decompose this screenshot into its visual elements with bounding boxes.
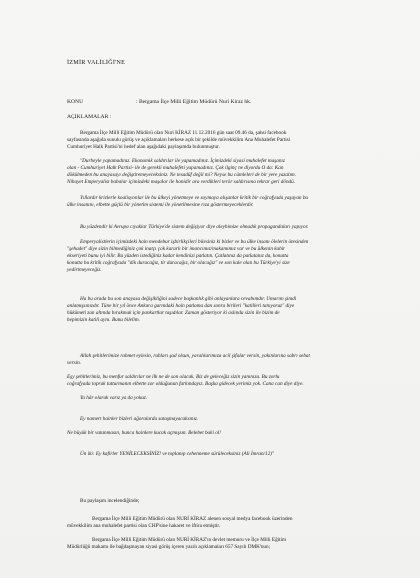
quote3: Bu yüzdendir ki Avrupa cıyaklar Türkiye'de sistem değişiyor diye aleyhimize olmadık propagandaları yapıyor. — [80, 224, 309, 230]
quote6-line2: versin. — [67, 360, 81, 366]
quote1-line4: Nihayet Emperyalist babalar içimizdeki maşalar ile hanidir ara verdikleri terör saldırısına tekrar geri döndü. — [67, 179, 296, 185]
para3-line1: Bergama İlçe Milli Eğitim Müdürü olan NURİ KİRAZ'ın devlet memuru ve İlçe Milli Eğitim — [92, 537, 287, 543]
para2-line1: Bergama İlçe Milli Eğitim Müdürü olan NURİ KİRAZ alenen sosyal medya facebook üzerinden — [92, 516, 293, 522]
quote1-line2: olan - Cumhuriyet Halk Partisi- ile de gerekli muhalefeti yapamadınız. Çok ilginç ne diyordu O da: Kan — [67, 165, 284, 171]
quote1-line3: dökülmeden bu anayasayı değiştiremeyeceksiniz. Ne tesadüf değil mi? Neyse bu cümleleri de bir yere yazalım. — [67, 172, 296, 178]
quote5-line3: hükümeti zan altında bırakmak için pankartlar taşıdılar. Zaman gösteriyor ki aslında sizin ile bizim de — [67, 310, 280, 316]
subject-text: : Bergama İlçe Milli Eğitim Müdürü Nuri Kiraz hk. — [136, 99, 252, 105]
para3-line2: Müdürlüğü makamı ile bağdaşmayan siyasi görüş içeren yazılı açıklamaları 657 Sayılı DMK'nun; — [67, 544, 271, 550]
quote7-line1: Ya hâr olarak varız ya da yokuz. — [80, 395, 148, 401]
quote4-line3: ekseriyeti bunu iyi bilir. Bu yüzden istediğiniz kadar kendinizi patlatın. Çatlatınız da patlatanız da, konutta — [67, 253, 289, 259]
closing-intro: Bu paylaşım incelendiğinde; — [80, 498, 140, 504]
para1-line2: sayfasında aşağıda sunulu görüş ve açıklamaları herkese açık bir şekilde müvekkilim Ana Muhalefet Partisi — [67, 137, 291, 143]
quote4-line5: yedirtmeyeceğiz. — [67, 267, 102, 273]
quote8-line3: Ne büyük bir vatanmasın, bunca hainlere kucak açmışsın. Belebet baki ol! — [67, 430, 221, 436]
quote6-line5: coğrafyada toprak tutturmanın elbette zor olduğunun farkındayız. Başka gidecek yerimiz yok. Cana can diye diye. — [67, 381, 304, 387]
quote2-line1: Yıllardır krizlerle koalisyonlar ile bu ülkeyi yönetmeye ve soymaya alışanlar kritik bir coğrafyada yaşayan bu — [80, 195, 309, 201]
quote5-line4: hepimizin katili aynı. Bunu bilelim. — [67, 317, 140, 323]
quote1-line1: "Durbeyle yapamadınız. Ekonomik saldırılar ile yapamadınız. İçimizdeki siyasi muhalefet maşanız — [80, 158, 285, 164]
quote4-line2: "şehadet" diye sizin bilmediğiniz çok inatçı çok kararlı bir imancımız/makamımız var ve bu ülkenin kahir — [67, 246, 286, 252]
quote5-line1: Ha bu arada bu son anayasa değişikliğini sadece başkanlık gibi anlayanlara cevabımdır. Umarım şimdi — [80, 296, 297, 302]
quote4-line4: konutta bu kritik coğrafyada "dik duracağız, tir duracağız, bir olacağız" ve son kale olan bu Türkiye'yi size — [67, 260, 290, 266]
quote2-line2: ülke insanını, elbette güçlü bir yönetim sistemi ile yönetilmesine rıza göstermeyeceklerdir. — [67, 202, 254, 208]
subject-label: KONU — [67, 99, 84, 105]
addressee: İZMİR VALİLİĞİ'NE — [67, 59, 126, 66]
para1-line1: Bergama İlçe Milli Eğitim Müdürü olan Nuri KİRAZ 11.12.2016 gün saat 09.46 da, şahsi facebook — [80, 130, 287, 136]
quote8-line1: Ey namert hainler bizleri ağoralarda sataşmayacaksınız. — [80, 416, 199, 422]
quote6-line4: Eşy şehitlerimiz, bu menfur saldırılar ne ilk ne de son olacak. Biz de geleceğiz sizin yanınıza. Bu zorlu — [67, 374, 280, 380]
para2-line2: müvekkilim ana muhalefet partisi olan CHP'sine hakaret ve iftira etmiştir. — [67, 523, 221, 529]
quote6-line1: Allah şehitlerimize rahmet eylesin, ruhları şad olsun, yaralılarımıza acil şifalar versin, yakınlarına sabrı sebat — [80, 353, 310, 359]
quote5-line2: anlamışsınızdır. Tüne bir yıl önce Ankara garındaki hain patlama dan sonra birileri "katilleri tanıyoruz" diye — [67, 303, 295, 309]
quote9: Ün iki: Ey kafirler YENİLECEKSİNİZ! ve toplanıp cehenneme sürüleceksiniz (Ali İmran/12)" — [80, 451, 275, 457]
quote4-line1: Emperyalistlerin içimizdeki hain mendebur işbirlikçileri bilesiniz ki bizler ve bu ülke insanı ölelerin ötesinden — [80, 239, 309, 245]
explanations-label: AÇIKLAMALAR : — [67, 114, 112, 120]
para1-line3: Cumhuriyet Halk Partisi'ni hedef alan aşağıdaki paylaşımda bulunmuştur. — [67, 144, 220, 150]
